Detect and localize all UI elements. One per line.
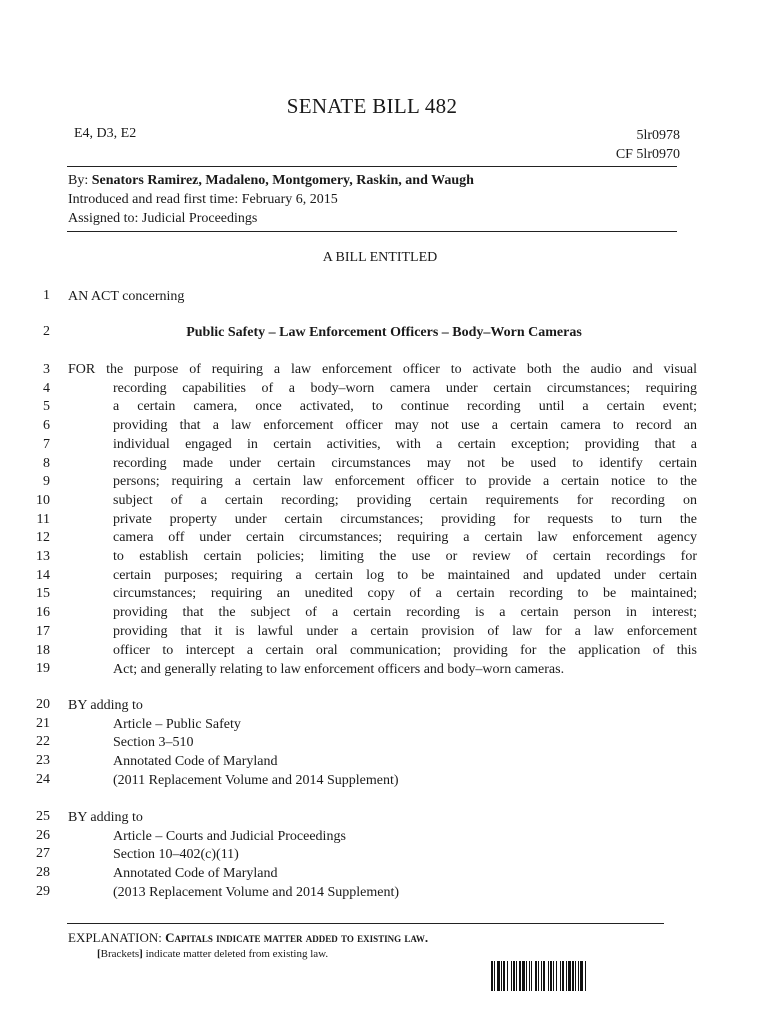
line-number: 8 <box>43 455 50 471</box>
cross-file-code: CF 5lr0970 <box>615 147 680 162</box>
line-number: 12 <box>36 530 50 546</box>
line-text: Article – Public Safety <box>113 716 241 732</box>
line-number: 18 <box>36 642 50 658</box>
line-number: 24 <box>36 771 50 787</box>
line-text: providing that a law enforcement officer may not use a certain camera to record an <box>113 418 697 434</box>
bill-title: SENATE BILL 482 <box>286 94 458 118</box>
line-number: 21 <box>36 715 50 731</box>
line-text: (2011 Replacement Volume and 2014 Supplement) <box>113 772 399 788</box>
subject-codes: E4, D3, E2 <box>74 126 137 141</box>
footer-divider <box>67 923 664 924</box>
by-label: By: <box>68 173 89 188</box>
line-number: 27 <box>36 846 50 862</box>
line-text: BY adding to <box>68 698 143 713</box>
bracket-close: ] <box>139 948 143 960</box>
line-text: recording made under certain circumstances may not be used to identify certain <box>113 455 697 471</box>
bill-entitled-heading: A BILL ENTITLED <box>322 250 438 265</box>
line-number: 23 <box>36 753 50 769</box>
line-text: Article – Courts and Judicial Proceedings <box>113 828 346 844</box>
line-text: to establish certain policies; limiting the use or review of certain recordings for <box>113 549 697 564</box>
line-number: 10 <box>36 492 50 508</box>
line-number: 14 <box>36 567 50 583</box>
explanation-line <box>68 930 428 946</box>
brackets-word: Brackets <box>100 948 140 960</box>
explanation-caps: Capitals indicate matter added to existing law. <box>165 930 429 945</box>
line-text: camera off under certain circumstances; requiring a certain law enforcement agency <box>113 530 697 546</box>
line-text: AN ACT concerning <box>68 289 185 304</box>
line-text: Annotated Code of Maryland <box>113 866 278 882</box>
brackets-text: indicate matter deleted from existing law. <box>142 948 329 960</box>
line-number: 16 <box>36 605 50 621</box>
line-number: 22 <box>36 734 50 750</box>
line-text: Section 3–510 <box>113 735 194 751</box>
line-number: 7 <box>43 436 50 452</box>
line-number: 17 <box>36 623 50 639</box>
line-text: persons; requiring a certain law enforcement officer to provide a certain notice to the <box>113 474 697 490</box>
line-text: circumstances; requiring an unedited copy of a certain recording to be maintained; <box>113 586 697 602</box>
line-number: 29 <box>36 883 50 899</box>
line-text: subject of a certain recording; providing certain requirements for recording on <box>113 492 697 508</box>
line-number: 15 <box>36 586 50 602</box>
line-text: (2013 Replacement Volume and 2014 Supplement) <box>113 884 400 900</box>
line-text: BY adding to <box>68 810 143 825</box>
explanation-label: EXPLANATION: <box>68 930 166 945</box>
line-text: individual engaged in certain activities, with a certain exception; providing that a <box>113 436 697 452</box>
line-text: providing that it is lawful under a certain provision of law for a law enforcement <box>113 623 697 639</box>
line-number: 9 <box>43 474 50 490</box>
line-number: 1 <box>43 288 50 303</box>
line-number: 5 <box>43 399 50 415</box>
line-number: 4 <box>43 380 50 396</box>
line-number: 6 <box>43 418 50 434</box>
line-number: 20 <box>36 697 50 712</box>
line-text: Act; and generally relating to law enforcement officers and body–worn cameras. <box>113 662 565 678</box>
line-text: a certain camera, once activated, to continue recording until a certain event; <box>113 399 697 415</box>
brackets-line <box>97 948 328 960</box>
line-number: 26 <box>36 827 50 843</box>
line-number: 2 <box>43 324 50 339</box>
divider-top <box>67 166 677 167</box>
sponsor-names: Senators Ramirez, Madaleno, Montgomery, Raskin, and Waugh <box>91 173 474 188</box>
bill-short-title: Public Safety – Law Enforcement Officers – Body–Worn Cameras <box>186 325 582 340</box>
barcode-icon <box>491 961 677 991</box>
line-text: FOR the purpose of requiring a law enforcement officer to activate both the audio and visual <box>68 362 697 377</box>
assigned-line: Assigned to: Judicial Proceedings <box>68 211 258 226</box>
line-number: 28 <box>36 865 50 881</box>
line-number: 3 <box>43 362 50 377</box>
line-text: Section 10–402(c)(11) <box>113 847 239 863</box>
line-text: officer to intercept a certain oral communication; providing for the application of this <box>113 642 697 658</box>
drafting-code: 5lr0978 <box>636 128 680 143</box>
line-text: Annotated Code of Maryland <box>113 754 278 770</box>
sponsor-line <box>68 171 474 190</box>
introduced-line: Introduced and read first time: February 6, 2015 <box>68 192 338 207</box>
line-text: recording capabilities of a body–worn camera under certain circumstances; requiring <box>113 380 697 396</box>
line-number: 13 <box>36 549 50 564</box>
line-text: providing that the subject of a certain recording is a certain person in interest; <box>113 605 697 621</box>
line-text: certain purposes; requiring a certain log to be maintained and updated under certain <box>113 567 697 583</box>
line-number: 11 <box>36 511 50 527</box>
line-number: 25 <box>36 809 50 824</box>
line-number: 19 <box>36 661 50 677</box>
divider-bottom <box>67 231 677 232</box>
line-text: private property under certain circumstances; providing for requests to turn the <box>113 511 697 527</box>
bracket-open: [ <box>97 948 101 960</box>
bill-codes <box>616 126 680 164</box>
